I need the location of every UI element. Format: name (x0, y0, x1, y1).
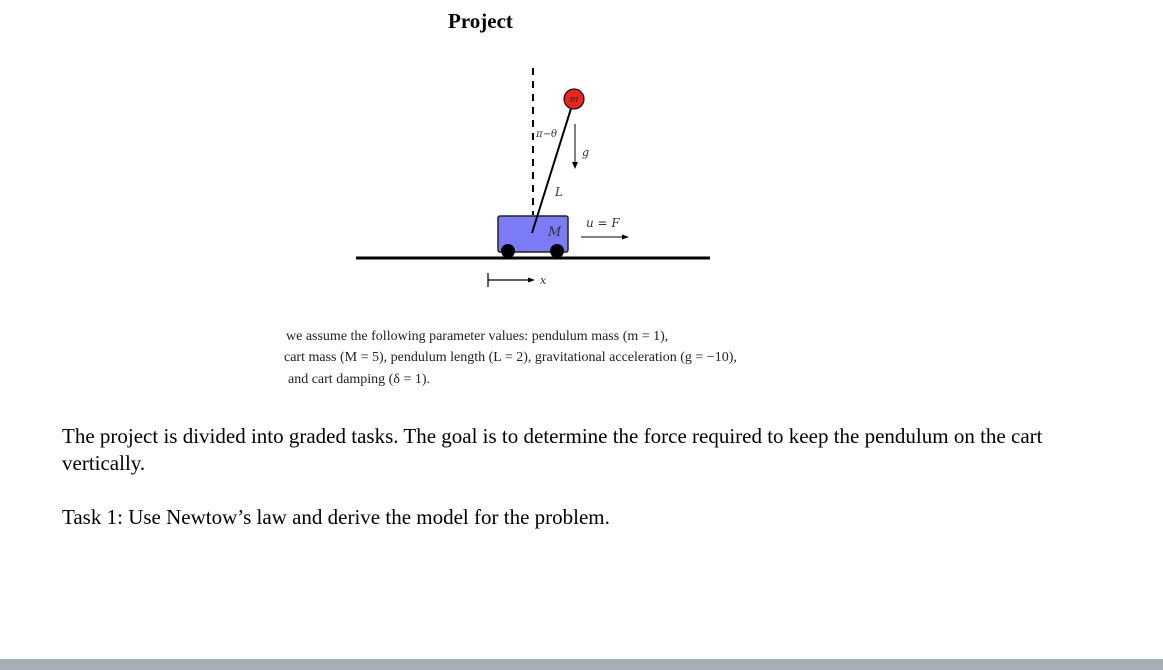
pendulum-rod (532, 99, 574, 233)
parameter-caption (284, 326, 824, 390)
gravity-arrowhead (572, 162, 578, 169)
force-arrowhead (622, 235, 629, 240)
length-label: L (555, 185, 563, 199)
caption-line-1: we assume the following parameter values: pendulum mass (m = 1), (286, 329, 669, 344)
caption-line-2: cart mass (M = 5), pendulum length (L = 2), gravitational acceleration (g = −10), (284, 350, 737, 365)
angle-label: π−θ (536, 129, 557, 140)
caption-line-3: and cart damping (δ = 1). (288, 372, 431, 387)
task-1-paragraph: Task 1: Use Newtow’s law and derive the model for the problem. (62, 505, 610, 529)
project-description (62, 423, 1092, 531)
position-arrowhead (528, 278, 535, 283)
force-label: u = F (586, 216, 620, 230)
gravity-label: g (582, 146, 590, 159)
page-title: Project (448, 9, 513, 33)
bottom-scrollbar-track[interactable] (0, 659, 1163, 670)
cart-wheel-right (550, 244, 564, 258)
mass-label: m (569, 95, 579, 105)
position-label: x (540, 274, 547, 287)
cart-wheel-left (501, 244, 515, 258)
intro-paragraph: The project is divided into graded tasks. The goal is to determine the force required to keep the pendulum on the cart vertically. (62, 424, 1043, 475)
cart-label: M (548, 225, 562, 240)
inverted-pendulum-diagram (340, 60, 730, 300)
